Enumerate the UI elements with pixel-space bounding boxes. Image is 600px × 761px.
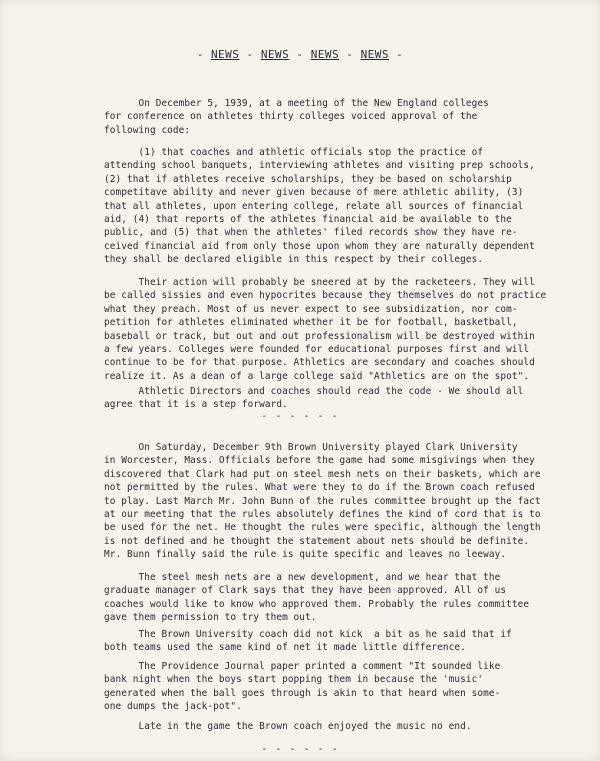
- header-prefix: -: [196, 48, 211, 61]
- paragraph-providence-journal: The Providence Journal paper printed a comment "It sounded like bank night when the boys start popping them in because the 'music' generated when the ball goes through is akin to that heard when some- one dumps the jack-pot".: [104, 661, 501, 713]
- header-dash-1: -: [239, 48, 261, 61]
- header-word-4: NEWS: [360, 48, 390, 61]
- separator-2: - - - - - -: [261, 744, 339, 755]
- paragraph-brown-coach: The Brown University coach did not kick a bit as he said that if both teams used the same kind of net it made little difference.: [104, 629, 512, 654]
- separator-1: - - - - - -: [261, 411, 339, 422]
- header-word-2: NEWS: [260, 48, 290, 61]
- news-header: [0, 48, 600, 61]
- paragraph-music: Late in the game the Brown coach enjoyed the music no end.: [104, 721, 472, 732]
- paragraph-brown-clark: On Saturday, December 9th Brown University played Clark University in Worcester, Mass. Officials before the game had some misgivings when they discovered that Clark had put on steel mesh nets on their baskets, which are not permitted by the rules. What were they to do if the Brown coach refused to play. Last March Mr. John Bunn of the rules committee brought up the fact at our meeting that the rules absolutely defines the kind of cord that is to be used for the net. He thought the rules were specific, although the length is not defined and he thought the statement about nets should be definite. Mr. Bunn finally said the rule is quite specific and leaves no leeway.: [104, 442, 541, 561]
- header-suffix: -: [389, 48, 404, 61]
- paragraph-step-forward: Athletic Directors and coaches should read the code - We should all agree that it is a step forward.: [104, 386, 524, 411]
- header-word-3: NEWS: [310, 48, 340, 61]
- paragraph-racketeers: Their action will probably be sneered at by the racketeers. They will be called sissies and even hypocrites because they themselves do not practice what they preach. Most of us never expect to see subsidization, nor com- petition for athletes eliminated whether it be for football, basketball, baseball or track, but out and out professionalism will be destroyed within a few years. Colleges were founded for educational purposes first and will continue to be for that purpose. Athletics are secondary and coaches should realize it. As a dean of a large college said "Athletics are on the spot".: [104, 277, 547, 382]
- header-dash-2: -: [289, 48, 311, 61]
- paragraph-code-intro: On December 5, 1939, at a meeting of the New England colleges for conference on athletes thirty colleges voiced approval of the following code:: [104, 98, 489, 136]
- paragraph-code-points: (1) that coaches and athletic officials stop the practice of attending school banquets, interviewing athletes and visiting prep schools, (2) that if athletes receive scholarships, they be based on scholarship competitave ability and never given because of mere athletic ability, (3) that all athletes, upon entering college, relate all sources of financial aid, (4) that reports of the athletes financial aid be available to the public, and (5) that when the athletes' filed records show they have re- ceived financial aid from only those upon whom they are naturally dependent they shall be declared eligible in this respect by their colleges.: [104, 147, 535, 266]
- header-dash-3: -: [339, 48, 361, 61]
- header-word-1: NEWS: [210, 48, 240, 61]
- paragraph-steel-mesh: The steel mesh nets are a new development, and we hear that the graduate manager of Clark says that they have been approved. All of us coaches would like to know who approved them. Probably the rules committee gave them permission to try them out.: [104, 572, 530, 624]
